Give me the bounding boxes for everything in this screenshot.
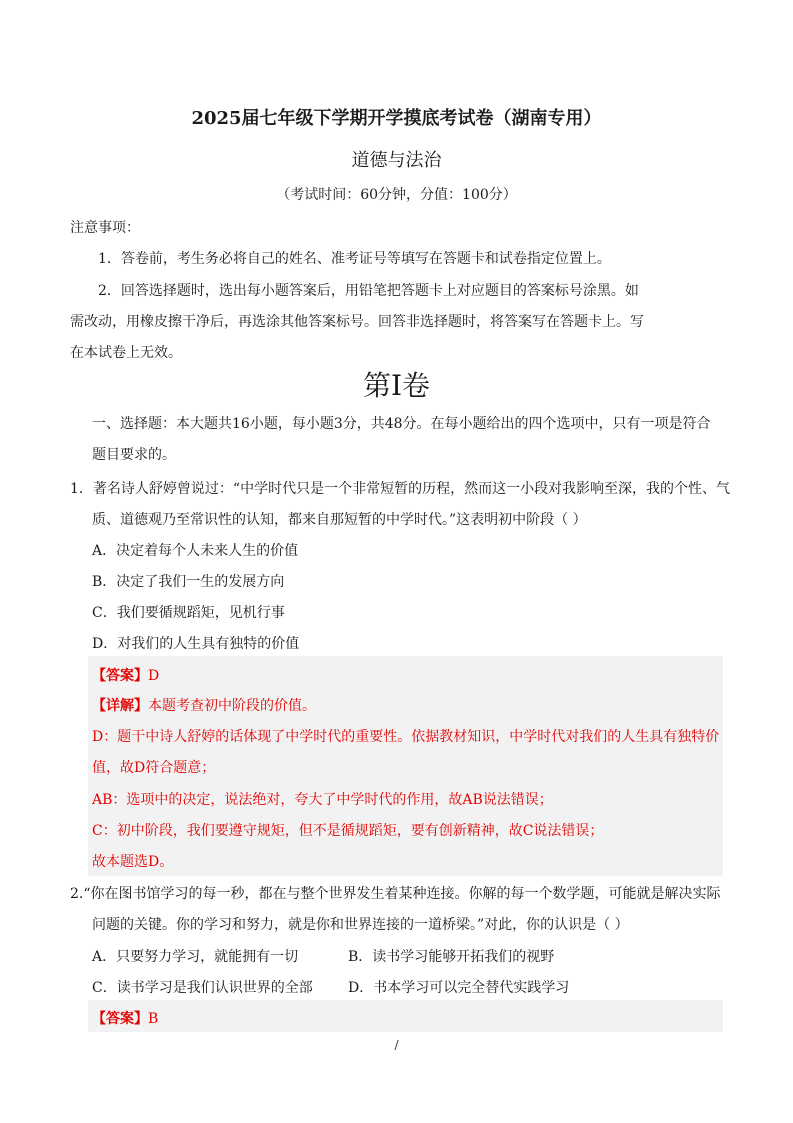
q2-answer (92, 1008, 158, 1028)
q1-stem-line2: 质、道德观乃至常识性的认知，都来自那短暂的中学时代。”这表明初中阶段（ ） (92, 512, 587, 528)
q1-analysis-label: 【详解】 (92, 698, 148, 714)
q1-option-c: C．我们要循规蹈矩，见机行事 (92, 605, 285, 621)
q2-stem-line2: 问题的关键。你的学习和努力，就是你和世界连接的一道桥梁。”对此，你的认识是（ ） (92, 917, 629, 933)
notes-item-2-line1: 2．回答选择题时，选出每小题答案后，用铅笔把答题卡上对应题目的答案标号涂黑。如 (98, 283, 639, 299)
q1-answer (92, 665, 159, 685)
q2-option-a: A．只要努力学习，就能拥有一切 (92, 949, 299, 965)
subject-title: 道德与法治 (351, 150, 442, 171)
q2-answer-label: 【答案】 (92, 1011, 148, 1027)
q1-analysis-c: C：初中阶段，我们要遵守规矩，但不是循规蹈矩，要有创新精神，故C说法错误； (92, 823, 604, 839)
section-instruction-line1: 一、选择题：本大题共16小题，每小题3分，共48分。在每小题给出的四个选项中，只有一项是符合 (92, 416, 711, 432)
q1-analysis-intro (92, 695, 316, 715)
q1-option-d: D．对我们的人生具有独特的价值 (92, 636, 300, 652)
q1-analysis-d-line1: D：题干中诗人舒婷的话体现了中学时代的重要性。依据教材知识，中学时代对我们的人生具有独特价 (92, 729, 720, 745)
q1-option-a: A．决定着每个人未来人生的价值 (92, 543, 299, 559)
section-instruction-line2: 题目要求的。 (92, 447, 176, 463)
notes-heading: 注意事项： (70, 220, 140, 236)
exam-info: （考试时间：60分钟，分值：100分） (276, 187, 517, 203)
q1-option-b: B．决定了我们一生的发展方向 (92, 574, 285, 590)
q2-option-c: C．读书学习是我们认识世界的全部 (92, 980, 313, 996)
q2-option-d: D．书本学习可以完全替代实践学习 (348, 980, 570, 996)
notes-item-2-line3: 在本试卷上无效。 (70, 345, 182, 361)
section-title: 第Ⅰ卷 (362, 369, 431, 402)
q1-answer-label: 【答案】 (92, 668, 148, 684)
q1-stem-line1: 1．著名诗人舒婷曾说过：“中学时代只是一个非常短暂的历程，然而这一小段对我影响至深，我的个性、气 (70, 481, 731, 497)
q1-analysis-conclusion: 故本题选D。 (92, 854, 174, 870)
notes-item-2-line2: 需改动，用橡皮擦干净后，再选涂其他答案标号。回答非选择题时，将答案写在答题卡上。写 (70, 314, 644, 330)
q2-answer-value: B (148, 1011, 159, 1027)
q2-option-b: B．读书学习能够开拓我们的视野 (348, 949, 555, 965)
q2-answer-box (88, 1000, 723, 1032)
notes-item-1: 1．答卷前，考生务必将自己的姓名、准考证号等填写在答题卡和试卷指定位置上。 (98, 251, 611, 267)
q1-analysis-intro-text: 本题考查初中阶段的价值。 (148, 698, 316, 714)
page-footer-mark: / (394, 1038, 399, 1052)
q1-analysis-d-line2: 值，故D符合题意； (92, 760, 216, 776)
q2-stem-line1: 2.“你在图书馆学习的每一秒，都在与整个世界发生着某种连接。你解的每一个数学题，可能就是解决实际 (70, 886, 721, 902)
q1-analysis-ab: AB：选项中的决定，说法绝对，夸大了中学时代的作用，故AB说法错误； (92, 792, 553, 808)
exam-title: 2025届七年级下学期开学摸底考试卷（湖南专用） (191, 108, 602, 129)
q1-answer-value: D (148, 668, 160, 684)
q1-answer-box (88, 656, 723, 876)
